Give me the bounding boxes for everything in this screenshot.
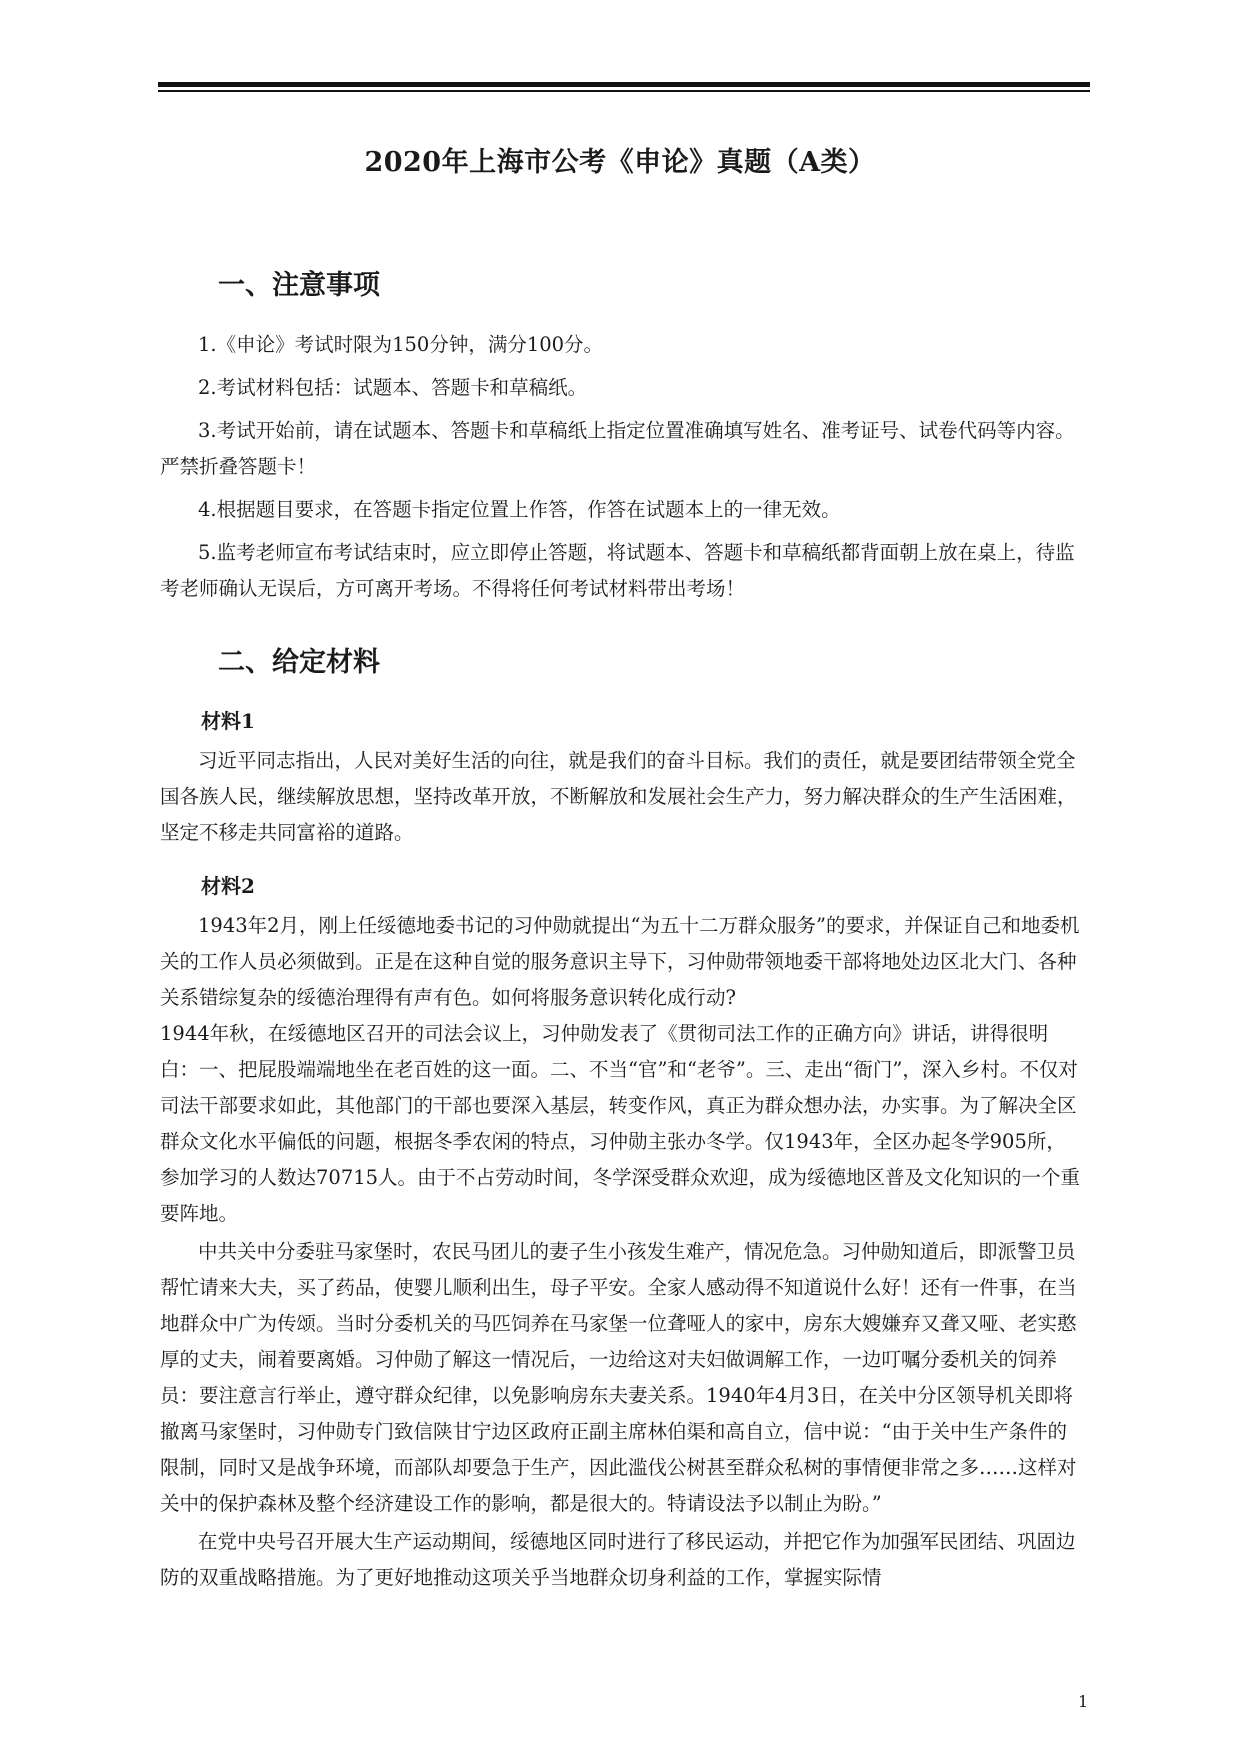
material-2-paragraph: 1944年秋，在绥德地区召开的司法会议上，习仲勋发表了《贯彻司法工作的正确方向》讲话，讲得很明白：一、把屁股端端地坐在老百姓的这一面。二、不当“官”和“老爷”。三、走出“衙门”，深入乡村。不仅对司法干部要求如此，其他部门的干部也要深入基层，转变作风，真正为群众想办法，办实事。为了解决全区群众文化水平偏低的问题，根据冬季农闲的特点，习仲勋主张办冬学。仅1943年，全区办起冬学905所，参加学习的人数达70715人。由于不占劳动时间，冬学深受群众欢迎，成为绥德地区普及文化知识的一个重要阵地。 [160,1022,1081,1225]
note-item: 4.根据题目要求，在答题卡指定位置上作答，作答在试题本上的一律无效。 [198,498,841,521]
material-2-paragraph: 中共关中分委驻马家堡时，农民马团儿的妻子生小孩发生难产，情况危急。习仲勋知道后，即派警卫员帮忙请来大夫，买了药品，使婴儿顺利出生，母子平安。全家人感动得不知道说什么好！还有一件事，在当地群众中广为传颂。当时分委机关的马匹饲养在马家堡一位聋哑人的家中，房东大嫂嫌弃又聋又哑、老实憨厚的丈夫，闹着要离婚。习仲勋了解这一情况后，一边给这对夫妇做调解工作，一边叮嘱分委机关的饲养员：要注意言行举止，遵守群众纪律，以免影响房东夫妻关系。1940年4月3日，在关中分区领导机关即将撤离马家堡时，习仲勋专门致信陕甘宁边区政府正副主席林伯渠和高自立，信中说：“由于关中生产条件的限制，同时又是战争环境，而部队却要急于生产，因此滥伐公树甚至群众私树的事情便非常之多……这样对关中的保护森林及整个经济建设工作的影响，都是很大的。特请设法予以制止为盼。” [160,1240,1077,1515]
material-2-label: 材料2 [201,874,255,898]
notes-list [160,327,1085,607]
page-title: 2020年上海市公考《申论》真题（A类） [364,147,876,178]
note-item: 1.《申论》考试时限为150分钟，满分100分。 [198,333,604,356]
section-heading-materials: 二、给定材料 [218,647,380,678]
header-rule-thin [158,90,1090,92]
header-rule-thick [158,82,1090,87]
page-number: 1 [1078,1692,1089,1711]
note-item: 3.考试开始前，请在试题本、答题卡和草稿纸上指定位置准确填写姓名、准考证号、试卷代码等内容。严禁折叠答题卡！ [160,419,1075,478]
note-item: 2.考试材料包括：试题本、答题卡和草稿纸。 [198,376,588,399]
material-1-body [160,743,1085,851]
material-2-paragraph: 在党中央号召开展大生产运动期间，绥德地区同时进行了移民运动，并把它作为加强军民团结、巩固边防的双重战略措施。为了更好地推动这项关乎当地群众切身利益的工作，掌握实际情 [160,1530,1076,1589]
material-1-label: 材料1 [201,709,255,733]
material-1-paragraph: 习近平同志指出，人民对美好生活的向往，就是我们的奋斗目标。我们的责任，就是要团结带领全党全国各族人民，继续解放思想，坚持改革开放，不断解放和发展社会生产力，努力解决群众的生产生活困难，坚定不移走共同富裕的道路。 [160,749,1077,844]
section-heading-notes: 一、注意事项 [218,270,380,301]
note-item: 5.监考老师宣布考试结束时，应立即停止答题，将试题本、答题卡和草稿纸都背面朝上放在桌上，待监考老师确认无误后，方可离开考场。不得将任何考试材料带出考场！ [160,541,1075,600]
material-2-paragraph: 1943年2月，刚上任绥德地委书记的习仲勋就提出“为五十二万群众服务”的要求，并保证自己和地委机关的工作人员必须做到。正是在这种自觉的服务意识主导下，习仲勋带领地委干部将地处边区北大门、各种关系错综复杂的绥德治理得有声有色。如何将服务意识转化成行动? [160,914,1080,1009]
material-2-body [160,908,1085,1596]
